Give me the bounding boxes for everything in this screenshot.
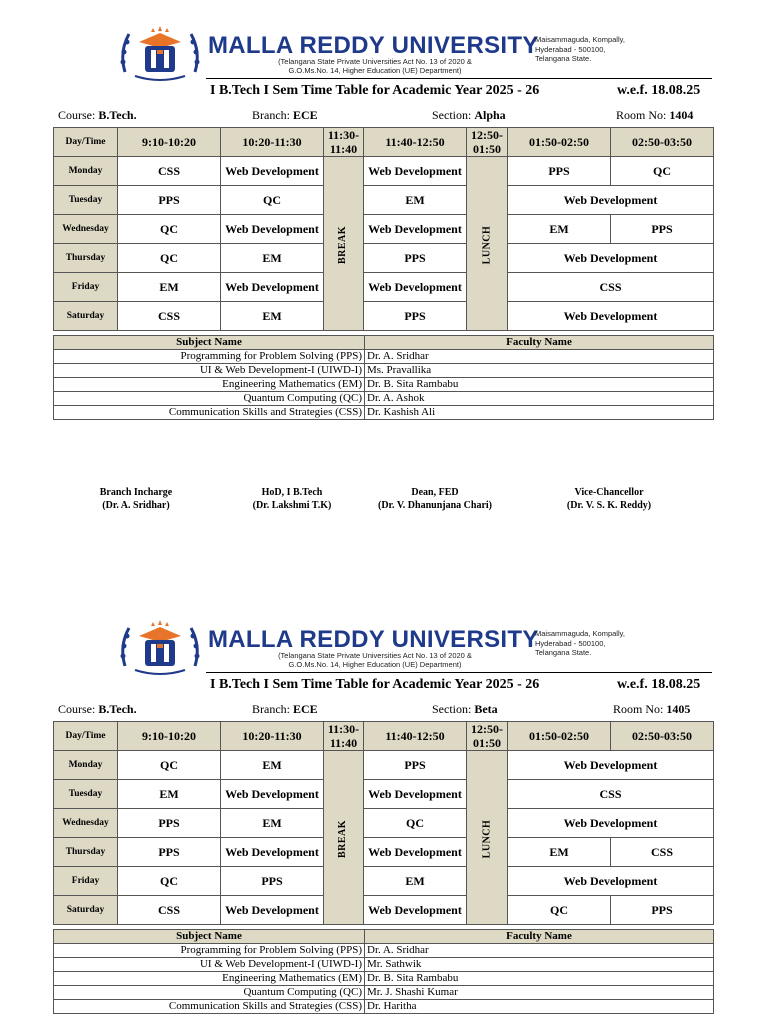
period-cell: EM [364,867,467,896]
day-label: Thursday [54,244,118,273]
table-row [54,186,714,215]
slot-header: 11:40-12:50 [364,128,467,157]
university-name: MALLA REDDY UNIVERSITY [208,626,539,653]
table-row [54,302,714,331]
period-cell: Web Development [221,157,324,186]
faculty-table [53,929,714,1014]
period-cell: Web Development [221,896,324,925]
slot-header: 11:30-11:40 [324,722,364,751]
period-cell: PPS [508,157,611,186]
slot-header: 11:40-12:50 [364,722,467,751]
table-row [54,215,714,244]
room-info: Room No: 1405 [613,702,691,716]
university-name: MALLA REDDY UNIVERSITY [208,32,539,59]
slot-header: 9:10-10:20 [118,128,221,157]
timetable-title: I B.Tech I Sem Time Table for Academic Year 2025 - 26 [210,83,540,98]
period-cell: Web Development [221,838,324,867]
period-cell: Web Development [221,780,324,809]
period-cell: QC [118,215,221,244]
slot-header: 11:30-11:40 [324,128,364,157]
slot-header: 10:20-11:30 [221,128,324,157]
day-label: Wednesday [54,215,118,244]
table-row: Quantum Computing (QC) Dr. A. Ashok [54,392,714,406]
faculty-table [53,335,714,420]
period-cell: Web Development [364,838,467,867]
slot-header: 01:50-02:50 [508,722,611,751]
university-header [115,616,675,676]
subject-name-header: Subject Name [54,930,365,944]
period-cell: PPS [364,751,467,780]
period-cell: Web Development [364,215,467,244]
period-cell: PPS [118,838,221,867]
period-cell: Web Development [364,273,467,302]
course-info: Course: B.Tech. [58,108,137,122]
table-row: Programming for Problem Solving (PPS) Dr. A. Sridhar [54,944,714,958]
branch-info: Branch: ECE [252,702,318,716]
effective-date: w.e.f. 18.08.25 [617,677,701,692]
period-cell: QC [364,809,467,838]
period-cell: EM [508,838,611,867]
slot-header: 02:50-03:50 [611,722,714,751]
subject-name-header: Subject Name [54,336,365,350]
period-cell-merged: Web Development [508,186,714,215]
branch-info: Branch: ECE [252,108,318,122]
effective-date: w.e.f. 18.08.25 [617,83,701,98]
course-info: Course: B.Tech. [58,702,137,716]
university-act-info: (Telangana State Private Universities Act No. 13 of 2020 & G.O.Ms.No. 14, Higher Education (UE) Department) [278,651,472,669]
break-column: BREAK [324,751,364,925]
table-row [54,751,714,780]
signature-hod: HoD, I B.Tech (Dr. Lakshmi T.K) [252,487,332,511]
day-label: Saturday [54,302,118,331]
period-cell: EM [221,244,324,273]
table-row: Engineering Mathematics (EM) Dr. B. Sita Rambabu [54,378,714,392]
period-cell: PPS [118,186,221,215]
period-cell-merged: Web Development [508,244,714,273]
faculty-header-row [54,336,714,350]
period-cell: Web Development [221,215,324,244]
table-row [54,809,714,838]
table-row [54,838,714,867]
period-cell: CSS [118,896,221,925]
day-label: Saturday [54,896,118,925]
period-cell: PPS [221,867,324,896]
period-cell: QC [118,751,221,780]
period-cell: Web Development [364,896,467,925]
period-cell: PPS [611,896,714,925]
period-cell: EM [221,809,324,838]
period-cell: EM [221,751,324,780]
timetable-header-row [54,128,714,157]
period-cell: QC [118,867,221,896]
table-row [54,273,714,302]
table-row [54,157,714,186]
table-row: UI & Web Development-I (UIWD-I) Mr. Sathwik [54,958,714,972]
university-address: Maisammaguda, Kompally, Hyderabad - 500100, Telangana State. [535,35,625,63]
period-cell: EM [118,780,221,809]
slot-header: 9:10-10:20 [118,722,221,751]
period-cell-merged: Web Development [508,867,714,896]
break-column: BREAK [324,157,364,331]
slot-header: 12:50-01:50 [467,722,508,751]
period-cell: PPS [364,302,467,331]
period-cell-merged: Web Development [508,302,714,331]
table-row: Programming for Problem Solving (PPS) Dr. A. Sridhar [54,350,714,364]
period-cell: CSS [118,302,221,331]
period-cell: CSS [611,838,714,867]
university-logo-icon [115,616,205,676]
table-row: Quantum Computing (QC) Mr. J. Shashi Kumar [54,986,714,1000]
period-cell: QC [508,896,611,925]
table-row [54,896,714,925]
day-label: Thursday [54,838,118,867]
table-row: Communication Skills and Strategies (CSS) Dr. Haritha [54,1000,714,1014]
day-label: Tuesday [54,780,118,809]
header-divider [206,672,712,673]
timetable-header-row [54,722,714,751]
slot-header: 02:50-03:50 [611,128,714,157]
timetable-grid [53,127,714,331]
slot-header: 01:50-02:50 [508,128,611,157]
period-cell: EM [508,215,611,244]
university-act-info: (Telangana State Private Universities Act No. 13 of 2020 & G.O.Ms.No. 14, Higher Education (UE) Department) [278,57,472,75]
period-cell: PPS [611,215,714,244]
period-cell: CSS [118,157,221,186]
period-cell: PPS [364,244,467,273]
header-divider [206,78,712,79]
table-row [54,244,714,273]
table-row [54,867,714,896]
period-cell: QC [611,157,714,186]
university-logo-icon [115,22,205,82]
period-cell-merged: CSS [508,780,714,809]
period-cell-merged: Web Development [508,809,714,838]
table-row [54,780,714,809]
university-header [115,22,675,82]
signature-vice-chancellor: Vice-Chancellor (Dr. V. S. K. Reddy) [566,487,652,511]
table-row: UI & Web Development-I (UIWD-I) Ms. Pravallika [54,364,714,378]
section-info: Section: Beta [432,702,498,716]
day-label: Friday [54,273,118,302]
day-label: Wednesday [54,809,118,838]
period-cell-merged: Web Development [508,751,714,780]
period-cell: EM [221,302,324,331]
signature-branch-incharge: Branch Incharge (Dr. A. Sridhar) [99,487,173,511]
section-info: Section: Alpha [432,108,506,122]
slot-header: 10:20-11:30 [221,722,324,751]
timetable-grid [53,721,714,925]
day-time-header: Day/Time [54,722,118,751]
period-cell: Web Development [221,273,324,302]
period-cell: EM [118,273,221,302]
period-cell: QC [221,186,324,215]
day-label: Monday [54,751,118,780]
period-cell: Web Development [364,780,467,809]
lunch-column: LUNCH [467,157,508,331]
period-cell: PPS [118,809,221,838]
day-label: Tuesday [54,186,118,215]
slot-header: 12:50-01:50 [467,128,508,157]
university-address: Maisammaguda, Kompally, Hyderabad - 500100, Telangana State. [535,629,625,657]
signature-dean: Dean, FED (Dr. V. Dhanunjana Chari) [377,487,492,511]
room-info: Room No: 1404 [616,108,694,122]
faculty-name-header: Faculty Name [365,336,714,350]
period-cell-merged: CSS [508,273,714,302]
period-cell: EM [364,186,467,215]
period-cell: Web Development [364,157,467,186]
timetable-title: I B.Tech I Sem Time Table for Academic Year 2025 - 26 [210,677,540,692]
table-row: Engineering Mathematics (EM) Dr. B. Sita Rambabu [54,972,714,986]
day-label: Monday [54,157,118,186]
lunch-column: LUNCH [467,751,508,925]
faculty-header-row [54,930,714,944]
day-time-header: Day/Time [54,128,118,157]
day-label: Friday [54,867,118,896]
period-cell: QC [118,244,221,273]
faculty-name-header: Faculty Name [365,930,714,944]
table-row: Communication Skills and Strategies (CSS) Dr. Kashish Ali [54,406,714,420]
